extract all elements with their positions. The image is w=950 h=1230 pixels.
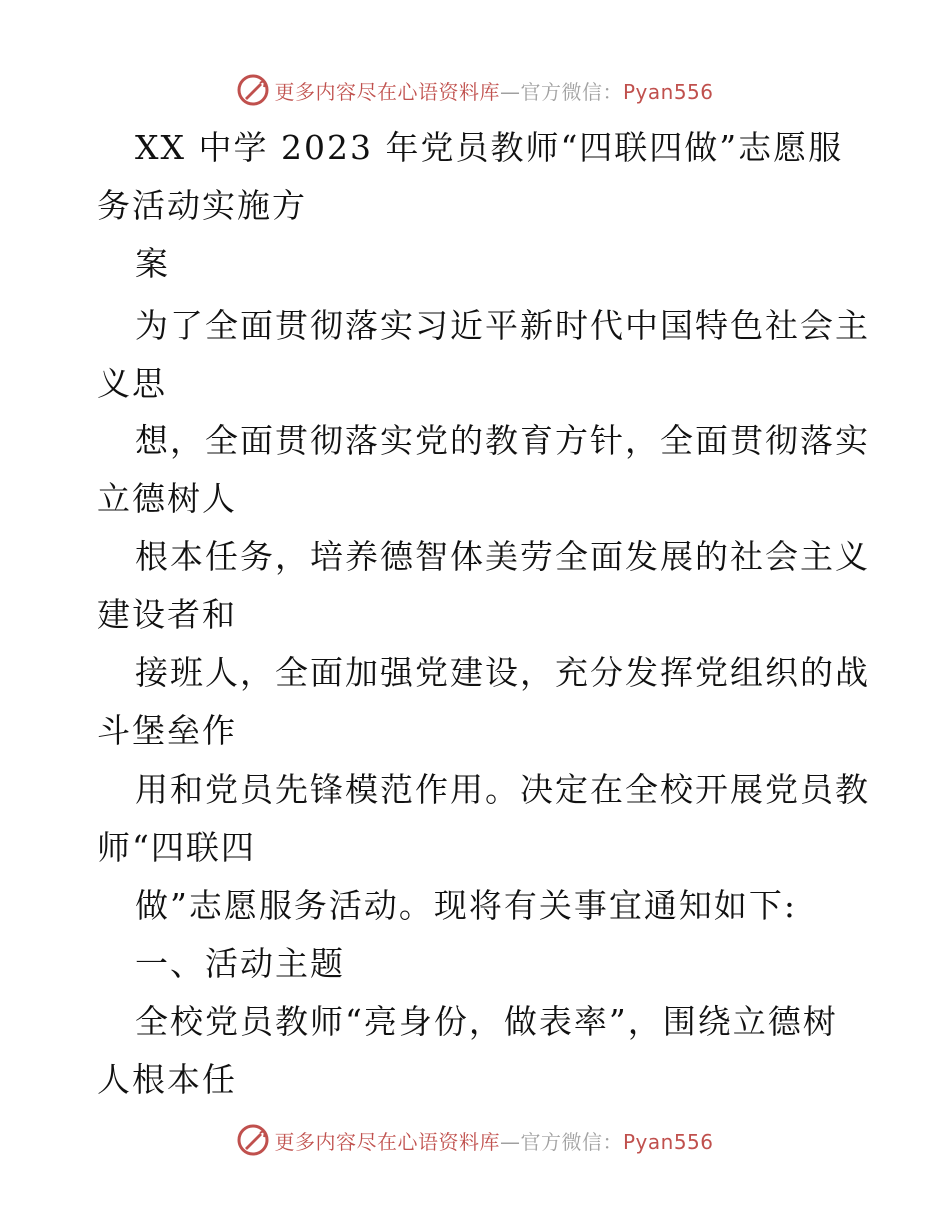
paragraph-line: 立德树人 bbox=[97, 479, 237, 518]
paragraph-line: 人根本任 bbox=[97, 1060, 237, 1099]
watermark-text bbox=[274, 76, 713, 105]
section-heading: 一、活动主题 bbox=[135, 944, 345, 983]
paragraph-line: 接班人，全面加强党建设，充分发挥党组织的战 bbox=[135, 653, 870, 692]
footer-watermark bbox=[0, 1120, 950, 1160]
header-watermark bbox=[0, 70, 950, 110]
watermark-wechat-label: —官方微信： bbox=[499, 79, 623, 104]
paragraph-line: 义思 bbox=[97, 364, 167, 403]
paragraph-line: 根本任务，培养德智体美劳全面发展的社会主义 bbox=[135, 537, 870, 576]
title-line: 务活动实施方 bbox=[97, 186, 307, 225]
watermark-wechat-label: —官方微信： bbox=[499, 1129, 623, 1154]
quill-logo-icon bbox=[236, 73, 270, 107]
watermark-wechat-id: Pyan556 bbox=[622, 1129, 714, 1154]
paragraph-line: 师“四联四 bbox=[97, 828, 256, 867]
paragraph-line: 斗堡垒作 bbox=[97, 711, 237, 750]
quill-logo-icon bbox=[236, 1123, 270, 1157]
title-line: XX 中学 2023 年党员教师“四联四做”志愿服 bbox=[135, 128, 844, 167]
watermark-wechat-id: Pyan556 bbox=[622, 79, 714, 104]
paragraph-line: 全校党员教师“亮身份，做表率”，围绕立德树 bbox=[135, 1002, 838, 1041]
watermark-text bbox=[274, 1126, 713, 1155]
paragraph-line: 用和党员先锋模范作用。决定在全校开展党员教 bbox=[135, 770, 870, 809]
title-line: 案 bbox=[135, 244, 170, 283]
paragraph-line: 想，全面贯彻落实党的教育方针，全面贯彻落实 bbox=[135, 421, 870, 460]
paragraph-line: 做”志愿服务活动。现将有关事宜通知如下: bbox=[135, 886, 797, 925]
paragraph-line: 为了全面贯彻落实习近平新时代中国特色社会主 bbox=[135, 306, 870, 345]
paragraph-line: 建设者和 bbox=[97, 595, 237, 634]
watermark-site: 更多内容尽在心语资料库 bbox=[274, 79, 500, 104]
watermark-site: 更多内容尽在心语资料库 bbox=[274, 1129, 500, 1154]
